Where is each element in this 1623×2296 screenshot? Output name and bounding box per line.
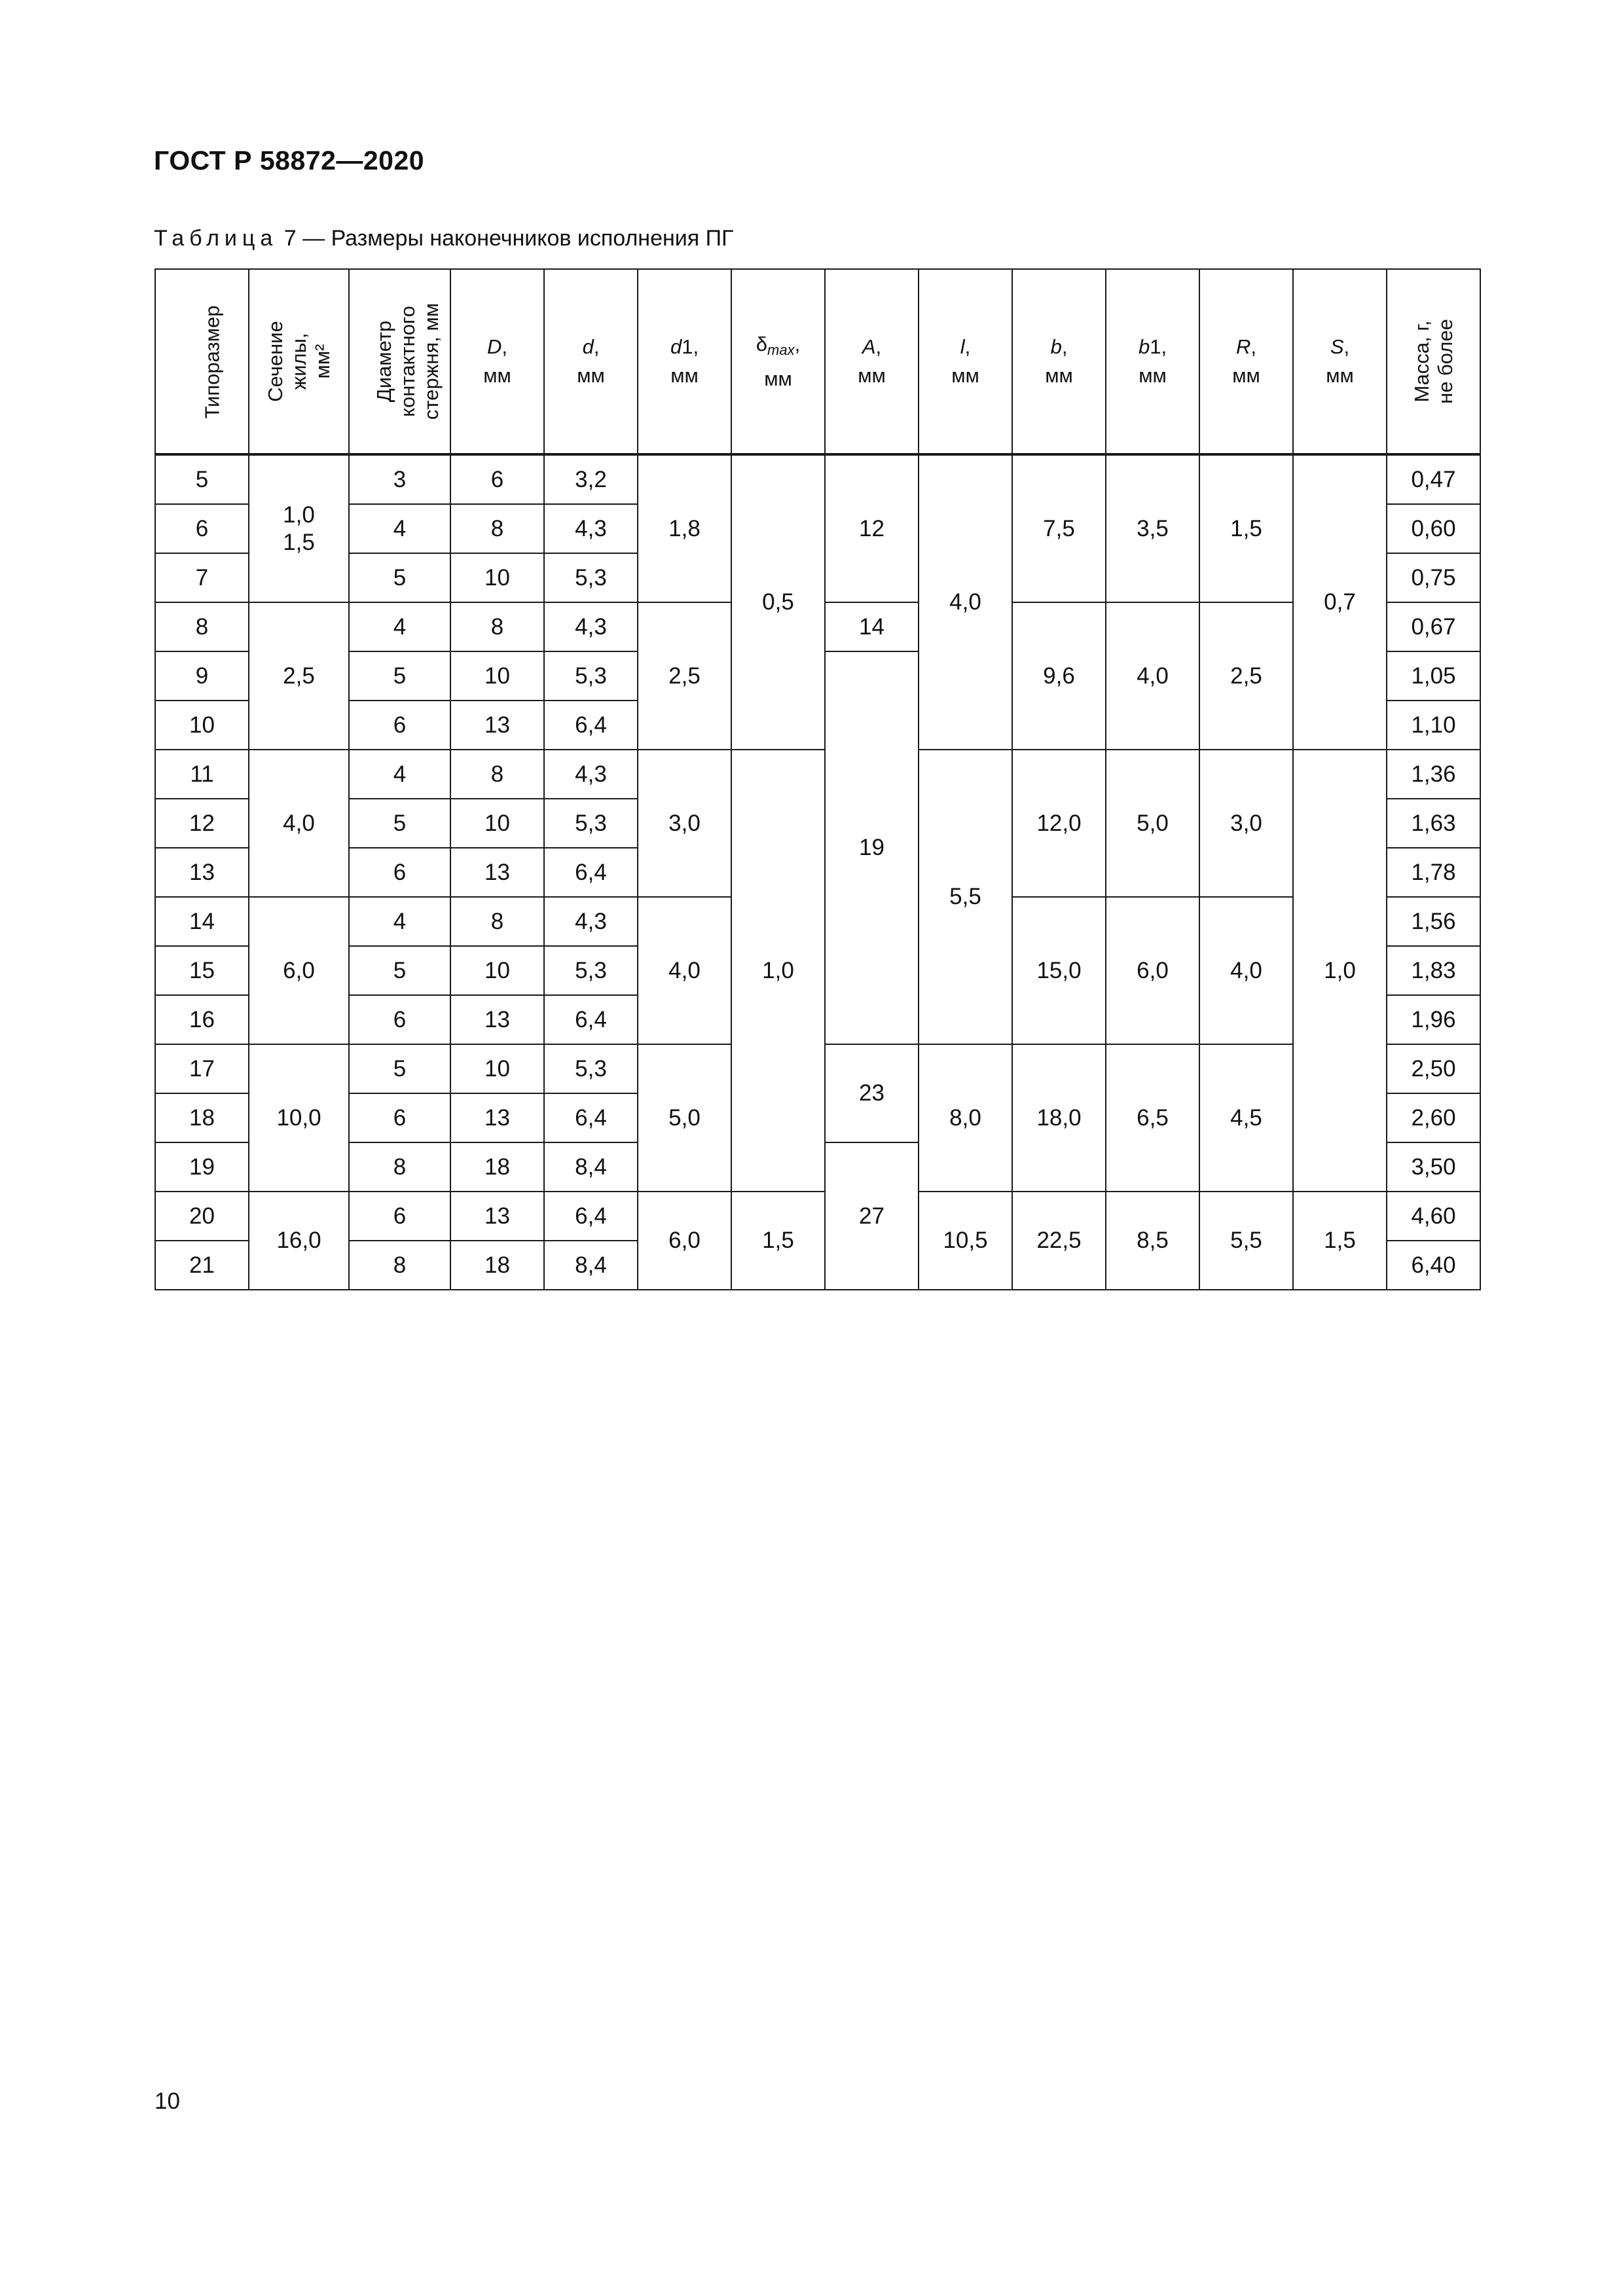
col-header-A: A, мм <box>825 269 919 454</box>
cell-mass: 1,96 <box>1387 995 1480 1044</box>
cell-sechenie: 4,0 <box>249 750 349 897</box>
cell-d: 4,3 <box>544 897 638 946</box>
cell-diametr: 6 <box>349 701 450 750</box>
cell-d: 6,4 <box>544 848 638 897</box>
col-header-l: l, мм <box>919 269 1012 454</box>
cell-d1: 1,8 <box>638 454 731 602</box>
cell-diametr: 5 <box>349 946 450 995</box>
cell-D: 6 <box>450 454 544 504</box>
cell-d: 4,3 <box>544 504 638 553</box>
table-caption <box>154 226 733 251</box>
cell-mass: 2,60 <box>1387 1093 1480 1142</box>
cell-tiporazmer: 10 <box>155 701 249 750</box>
cell-d: 6,4 <box>544 1192 638 1241</box>
cell-sechenie: 2,5 <box>249 602 349 750</box>
cell-diametr: 4 <box>349 504 450 553</box>
cell-diametr: 8 <box>349 1142 450 1192</box>
cell-tiporazmer: 17 <box>155 1044 249 1093</box>
cell-tiporazmer: 13 <box>155 848 249 897</box>
col-header-b: b, мм <box>1012 269 1106 454</box>
cell-diametr: 5 <box>349 1044 450 1093</box>
cell-diametr: 5 <box>349 799 450 848</box>
cell-A: 14 <box>825 602 919 651</box>
col-header-sechenie: Сечение жилы, мм² <box>249 269 349 454</box>
cell-diametr: 8 <box>349 1241 450 1290</box>
col-header-b1: b1, мм <box>1106 269 1199 454</box>
cell-diametr: 6 <box>349 848 450 897</box>
cell-mass: 0,67 <box>1387 602 1480 651</box>
cell-R: 3,0 <box>1199 750 1293 897</box>
cell-mass: 1,05 <box>1387 651 1480 701</box>
cell-b: 22,5 <box>1012 1192 1106 1290</box>
cell-R: 1,5 <box>1199 454 1293 602</box>
table-row <box>155 454 1480 504</box>
cell-b1: 8,5 <box>1106 1192 1199 1290</box>
cell-mass: 0,75 <box>1387 553 1480 602</box>
cell-D: 10 <box>450 1044 544 1093</box>
col-header-d1: d1, мм <box>638 269 731 454</box>
cell-b: 7,5 <box>1012 454 1106 602</box>
cell-mass: 1,56 <box>1387 897 1480 946</box>
cell-tiporazmer: 8 <box>155 602 249 651</box>
cell-mass: 1,63 <box>1387 799 1480 848</box>
cell-b1: 6,5 <box>1106 1044 1199 1192</box>
cell-mass: 1,83 <box>1387 946 1480 995</box>
cell-D: 10 <box>450 799 544 848</box>
cell-d: 6,4 <box>544 1093 638 1142</box>
cell-D: 13 <box>450 1192 544 1241</box>
cell-A: 12 <box>825 454 919 602</box>
cell-l: 10,5 <box>919 1192 1012 1290</box>
cell-diametr: 5 <box>349 651 450 701</box>
cell-d1: 4,0 <box>638 897 731 1044</box>
cell-delta: 0,5 <box>731 454 825 750</box>
cell-d1: 5,0 <box>638 1044 731 1192</box>
cell-tiporazmer: 15 <box>155 946 249 995</box>
cell-delta: 1,0 <box>731 750 825 1192</box>
col-header-R: R, мм <box>1199 269 1293 454</box>
cell-diametr: 4 <box>349 602 450 651</box>
table-row <box>155 750 1480 799</box>
cell-l: 8,0 <box>919 1044 1012 1192</box>
cell-d: 8,4 <box>544 1142 638 1192</box>
cell-delta: 1,5 <box>731 1192 825 1290</box>
cell-diametr: 4 <box>349 897 450 946</box>
cell-A: 19 <box>825 651 919 1044</box>
caption-label: Таблица <box>154 226 278 251</box>
cell-d: 4,3 <box>544 750 638 799</box>
cell-mass: 0,60 <box>1387 504 1480 553</box>
cell-d1: 2,5 <box>638 602 731 750</box>
col-header-mass: Масса, г, не более <box>1387 269 1480 454</box>
cell-b: 18,0 <box>1012 1044 1106 1192</box>
cell-b1: 3,5 <box>1106 454 1199 602</box>
cell-b1: 6,0 <box>1106 897 1199 1044</box>
caption-title: Размеры наконечников исполнения ПГ <box>331 226 734 251</box>
col-header-S: S, мм <box>1293 269 1387 454</box>
cell-R: 4,0 <box>1199 897 1293 1044</box>
cell-mass: 0,47 <box>1387 454 1480 504</box>
cell-diametr: 6 <box>349 995 450 1044</box>
col-header-tiporazmer: Типоразмер <box>155 269 249 454</box>
cell-tiporazmer: 12 <box>155 799 249 848</box>
cell-d: 5,3 <box>544 799 638 848</box>
cell-S: 0,7 <box>1293 454 1387 750</box>
cell-tiporazmer: 6 <box>155 504 249 553</box>
table-row <box>155 1192 1480 1241</box>
cell-tiporazmer: 20 <box>155 1192 249 1241</box>
cell-diametr: 6 <box>349 1192 450 1241</box>
cell-tiporazmer: 5 <box>155 454 249 504</box>
cell-tiporazmer: 18 <box>155 1093 249 1142</box>
cell-S: 1,5 <box>1293 1192 1387 1290</box>
dimensions-table <box>155 268 1481 1290</box>
cell-tiporazmer: 19 <box>155 1142 249 1192</box>
cell-R: 4,5 <box>1199 1044 1293 1192</box>
cell-D: 8 <box>450 602 544 651</box>
cell-mass: 3,50 <box>1387 1142 1480 1192</box>
col-header-d: d, мм <box>544 269 638 454</box>
cell-D: 8 <box>450 897 544 946</box>
cell-b1: 5,0 <box>1106 750 1199 897</box>
cell-d1: 3,0 <box>638 750 731 897</box>
cell-d: 6,4 <box>544 995 638 1044</box>
cell-R: 5,5 <box>1199 1192 1293 1290</box>
col-header-delta-max: $\delta_{max}$, мм <box>731 269 825 454</box>
cell-D: 10 <box>450 553 544 602</box>
cell-D: 18 <box>450 1142 544 1192</box>
cell-A: 27 <box>825 1142 919 1290</box>
caption-dash: — <box>302 226 325 251</box>
caption-number: 7 <box>283 226 297 251</box>
cell-D: 10 <box>450 651 544 701</box>
cell-sechenie: 1,0 1,5 <box>249 454 349 602</box>
cell-diametr: 3 <box>349 454 450 504</box>
cell-sechenie: 6,0 <box>249 897 349 1044</box>
cell-D: 8 <box>450 504 544 553</box>
cell-b: 9,6 <box>1012 602 1106 750</box>
cell-D: 8 <box>450 750 544 799</box>
cell-d1: 6,0 <box>638 1192 731 1290</box>
cell-tiporazmer: 21 <box>155 1241 249 1290</box>
cell-tiporazmer: 7 <box>155 553 249 602</box>
cell-d: 8,4 <box>544 1241 638 1290</box>
cell-sechenie: 10,0 <box>249 1044 349 1192</box>
cell-tiporazmer: 11 <box>155 750 249 799</box>
cell-D: 18 <box>450 1241 544 1290</box>
document-code: ГОСТ Р 58872—2020 <box>154 145 425 175</box>
cell-sechenie: 16,0 <box>249 1192 349 1290</box>
cell-l: 4,0 <box>919 454 1012 750</box>
cell-mass: 2,50 <box>1387 1044 1480 1093</box>
cell-d: 4,3 <box>544 602 638 651</box>
col-header-diametr: Диаметр контактного стержня, мм <box>349 269 450 454</box>
cell-d: 5,3 <box>544 651 638 701</box>
cell-mass: 1,10 <box>1387 701 1480 750</box>
cell-d: 6,4 <box>544 701 638 750</box>
cell-D: 13 <box>450 848 544 897</box>
cell-l: 5,5 <box>919 750 1012 1044</box>
cell-d: 3,2 <box>544 454 638 504</box>
cell-tiporazmer: 14 <box>155 897 249 946</box>
page-number: 10 <box>155 2088 180 2114</box>
cell-mass: 1,78 <box>1387 848 1480 897</box>
cell-S: 1,0 <box>1293 750 1387 1192</box>
col-header-D: D, мм <box>450 269 544 454</box>
cell-A: 23 <box>825 1044 919 1142</box>
cell-tiporazmer: 9 <box>155 651 249 701</box>
cell-D: 10 <box>450 946 544 995</box>
cell-D: 13 <box>450 701 544 750</box>
cell-D: 13 <box>450 1093 544 1142</box>
cell-d: 5,3 <box>544 946 638 995</box>
cell-mass: 4,60 <box>1387 1192 1480 1241</box>
cell-diametr: 5 <box>349 553 450 602</box>
cell-b: 15,0 <box>1012 897 1106 1044</box>
cell-d: 5,3 <box>544 1044 638 1093</box>
cell-b: 12,0 <box>1012 750 1106 897</box>
cell-d: 5,3 <box>544 553 638 602</box>
cell-diametr: 6 <box>349 1093 450 1142</box>
cell-mass: 1,36 <box>1387 750 1480 799</box>
cell-D: 13 <box>450 995 544 1044</box>
cell-tiporazmer: 16 <box>155 995 249 1044</box>
cell-R: 2,5 <box>1199 602 1293 750</box>
cell-b1: 4,0 <box>1106 602 1199 750</box>
header-row <box>155 269 1480 454</box>
cell-mass: 6,40 <box>1387 1241 1480 1290</box>
cell-diametr: 4 <box>349 750 450 799</box>
